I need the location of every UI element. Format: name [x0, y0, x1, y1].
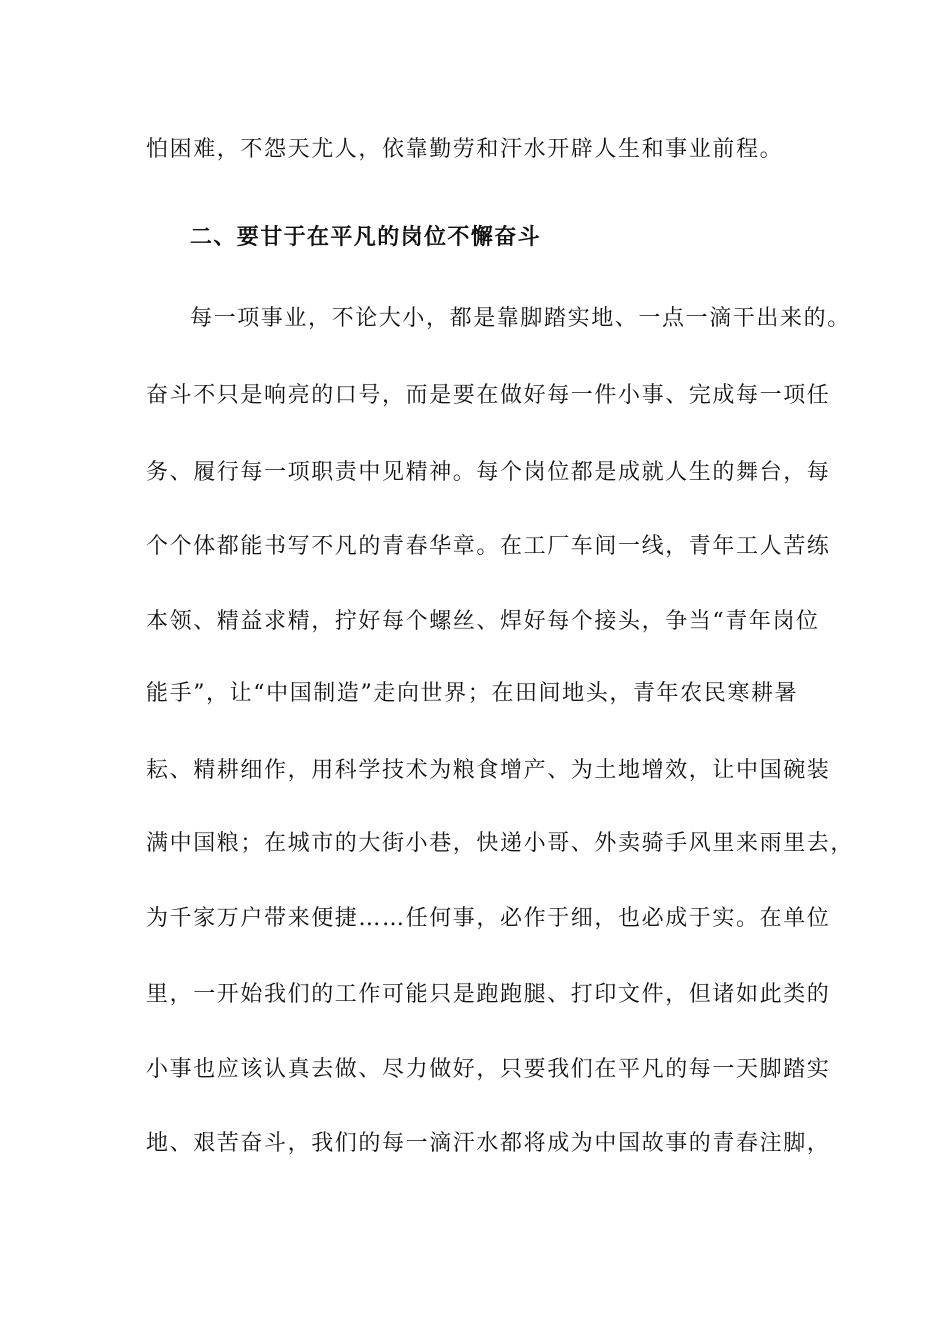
- section-heading: 二、要甘于在平凡的岗位不懈奋斗: [190, 224, 542, 250]
- paragraph-line: 奋斗不只是响亮的口号，而是要在做好每一件小事、完成每一项任: [146, 383, 831, 408]
- paragraph-line: 里，一开始我们的工作可能只是跑跑腿、打印文件，但诸如此类的: [146, 982, 831, 1007]
- paragraph-line: 每一项事业，不论大小，都是靠脚踏实地、一点一滴干出来的。: [190, 306, 851, 331]
- paragraph-line: 本领、精益求精，拧好每个螺丝、焊好每个接头，争当“青年岗位: [146, 609, 820, 634]
- paragraph-line: 耘、精耕细作，用科学技术为粮食增产、为土地增效，让中国碗装: [146, 758, 831, 783]
- paragraph-line: 为千家万户带来便捷……任何事，必作于细，也必成于实。在单位: [146, 906, 831, 931]
- paragraph-line: 个个体都能书写不凡的青春华章。在工厂车间一线，青年工人苦练: [146, 534, 831, 559]
- paragraph-line: 能手”，让“中国制造”走向世界；在田间地头，青年农民寒耕暑: [146, 681, 799, 706]
- paragraph-line: 满中国粮；在城市的大街小巷，快递小哥、外卖骑手风里来雨里去，: [146, 831, 855, 856]
- paragraph-line: 小事也应该认真去做、尽力做好，只要我们在平凡的每一天脚踏实: [146, 1057, 831, 1082]
- paragraph-line: 怕困难，不怨天尤人，依靠勤劳和汗水开辟人生和事业前程。: [146, 137, 784, 162]
- paragraph-line: 地、艰苦奋斗，我们的每一滴汗水都将成为中国故事的青春注脚，: [146, 1131, 831, 1156]
- paragraph-line: 务、履行每一项职责中见精神。每个岗位都是成就人生的舞台，每: [146, 460, 831, 485]
